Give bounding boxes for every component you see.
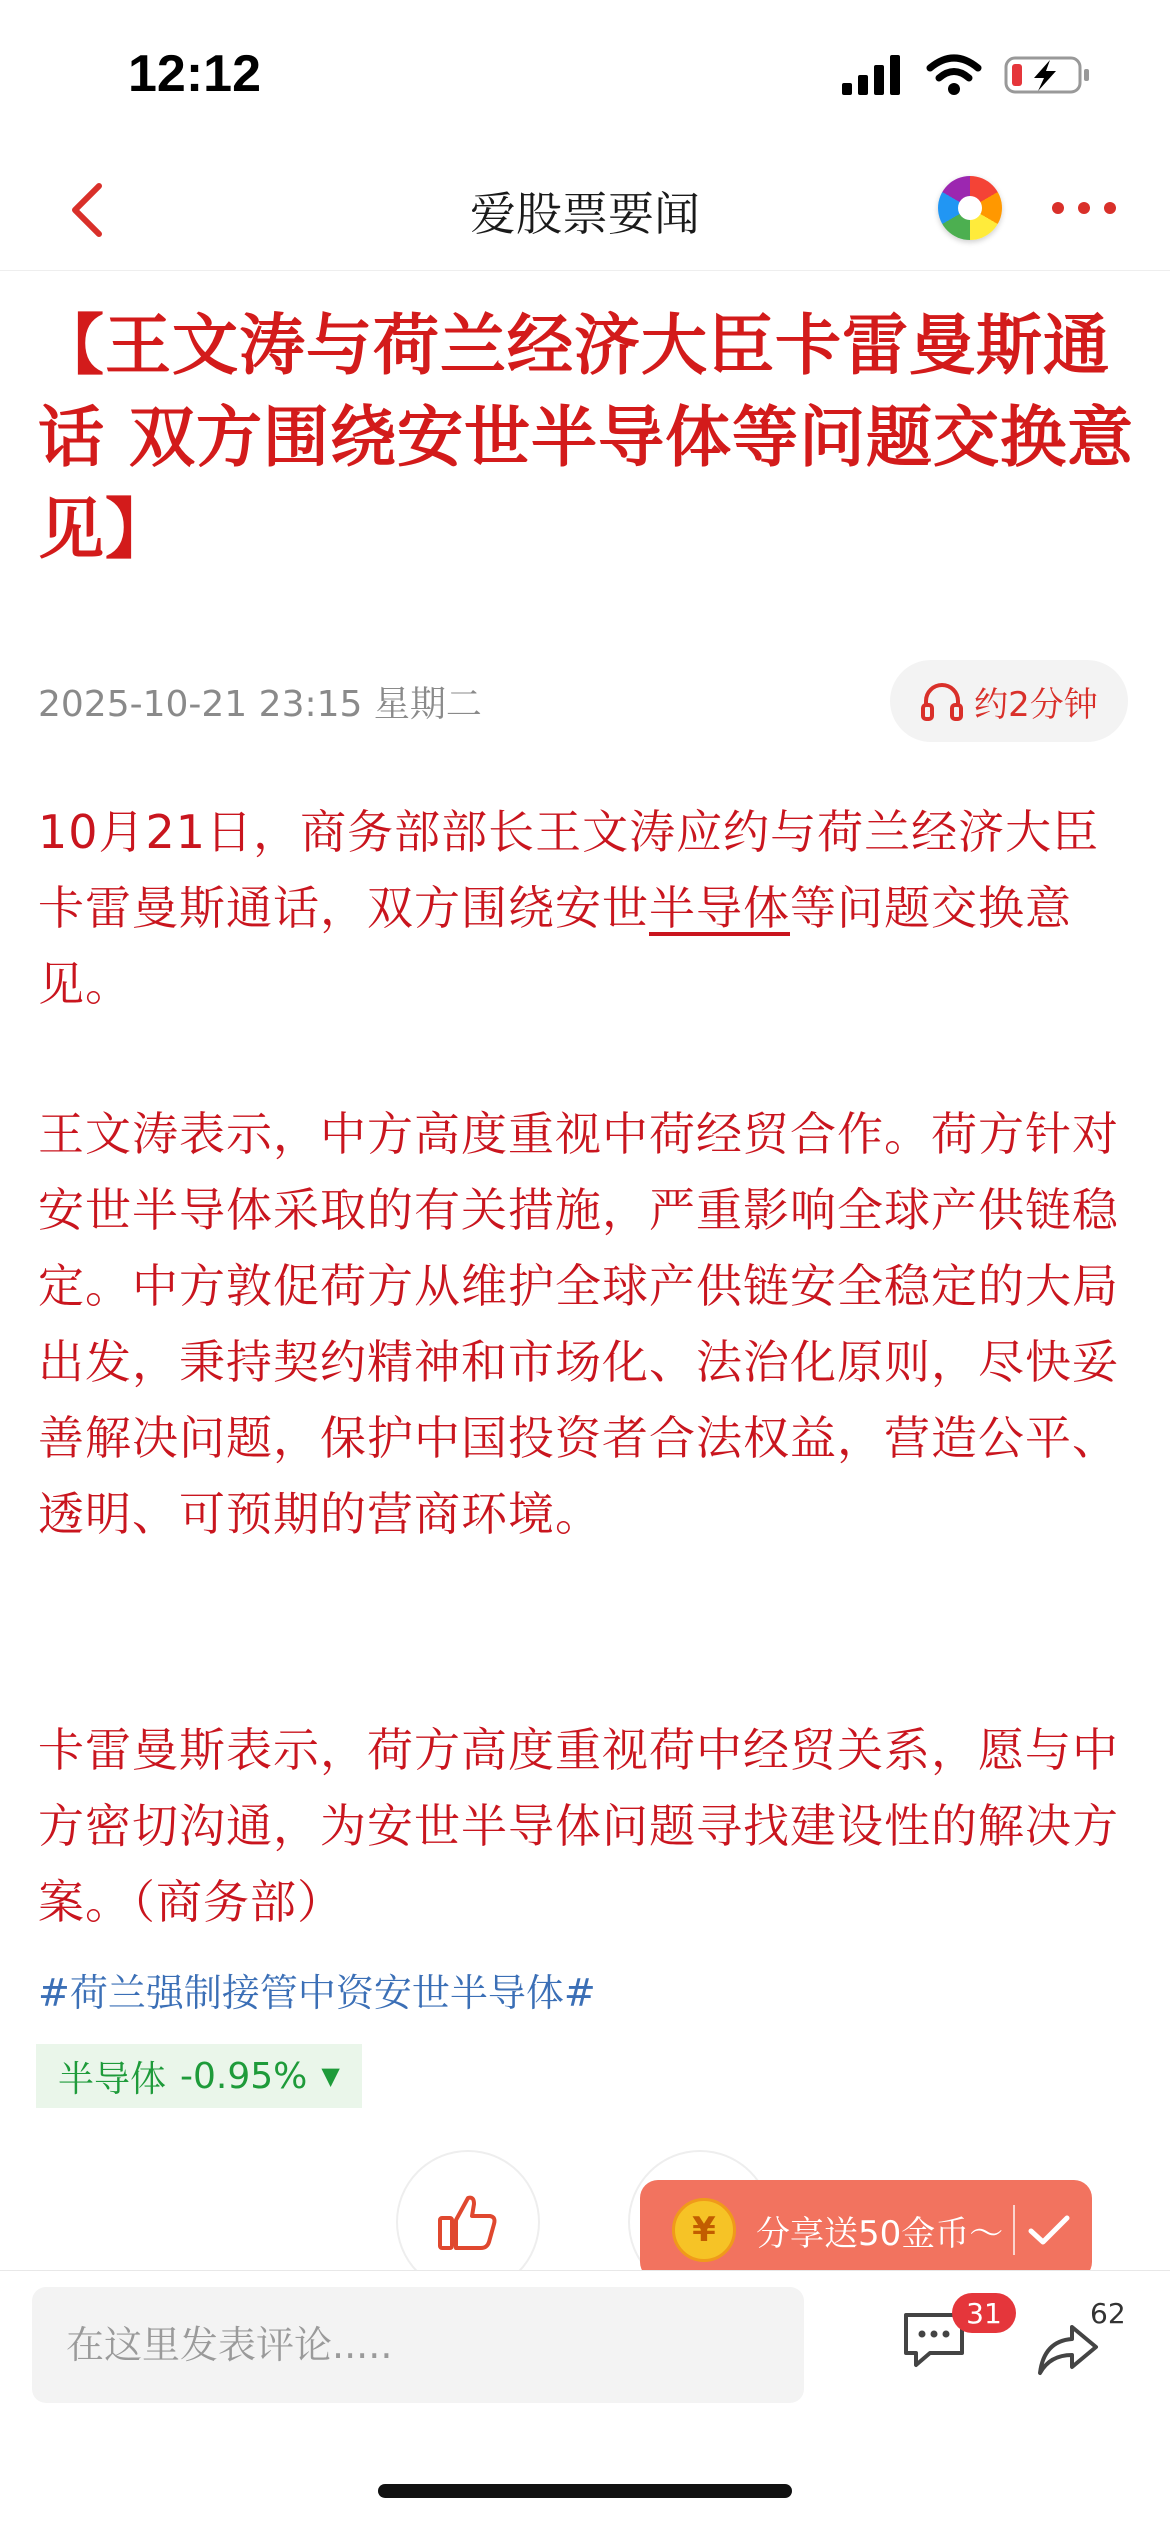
stock-tag[interactable] [36,2044,362,2108]
check-icon[interactable] [1027,2213,1071,2247]
share-count: 62 [1090,2297,1126,2330]
article-paragraph-3: 卡雷曼斯表示，荷方高度重视荷中经贸关系，愿与中方密切沟通，为安世半导体问题寻找建设性的解决方案。（商务部） [38,1723,1119,1929]
status-icons [842,50,1090,100]
headphones-icon [920,681,964,721]
battery-charging-icon [1004,54,1090,96]
app-logo-icon[interactable] [938,176,1002,240]
paragraph-text: 等问题交换意见。 [38,881,1072,1011]
comment-input[interactable] [32,2287,804,2403]
article-paragraph-1 [38,794,1138,1022]
page-title: 爱股票要闻 [470,187,700,241]
article-date: 2025-10-21 23:15 星期二 [38,684,482,725]
comment-count-badge: 31 [952,2293,1016,2333]
stock-tag-name: 半导体 [58,2058,167,2100]
home-indicator[interactable] [378,2484,792,2498]
share-reward-bubble[interactable] [640,2180,1092,2280]
term-link-semiconductor[interactable]: 半导体 [649,881,790,935]
divider [1013,2205,1015,2255]
article-headline: 【王文涛与荷兰经济大臣卡雷曼斯通话 双方围绕安世半导体等问题交换意见】 [38,307,1134,568]
gold-coin-icon: ¥ [672,2198,736,2262]
more-dots-icon[interactable] [1052,202,1116,214]
paragraph-text: 10月21日，商务部部长王文涛应约与荷兰经济大臣卡雷曼斯通话，双方围绕安世 [38,805,1100,935]
listen-button[interactable] [890,660,1128,742]
down-arrow-icon: ▼ [321,2062,340,2090]
share-reward-text: 分享送50金币～ [756,2213,1004,2254]
wifi-icon [926,54,982,96]
thumbs-up-icon [436,2192,500,2252]
stock-tag-change: -0.95% [180,2055,308,2097]
cellular-signal-icon [842,55,904,95]
status-time: 12:12 [128,45,261,103]
topic-hashtag[interactable]: #荷兰强制接管中资安世半导体# [38,1971,596,2015]
article-paragraph-2: 王文涛表示，中方高度重视中荷经贸合作。荷方针对安世半导体采取的有关措施，严重影响全球产供链稳定。中方敦促荷方从维护全球产供链安全稳定的大局出发，秉持契约精神和市场化、法治化原则，尽快妥善解决问题，保护中国投资者合法权益，营造公平、透明、可预期的营商环境。 [38,1107,1119,1541]
listen-duration: 约2分钟 [974,684,1098,725]
nav-bar [0,150,1170,271]
status-bar [0,0,1170,150]
